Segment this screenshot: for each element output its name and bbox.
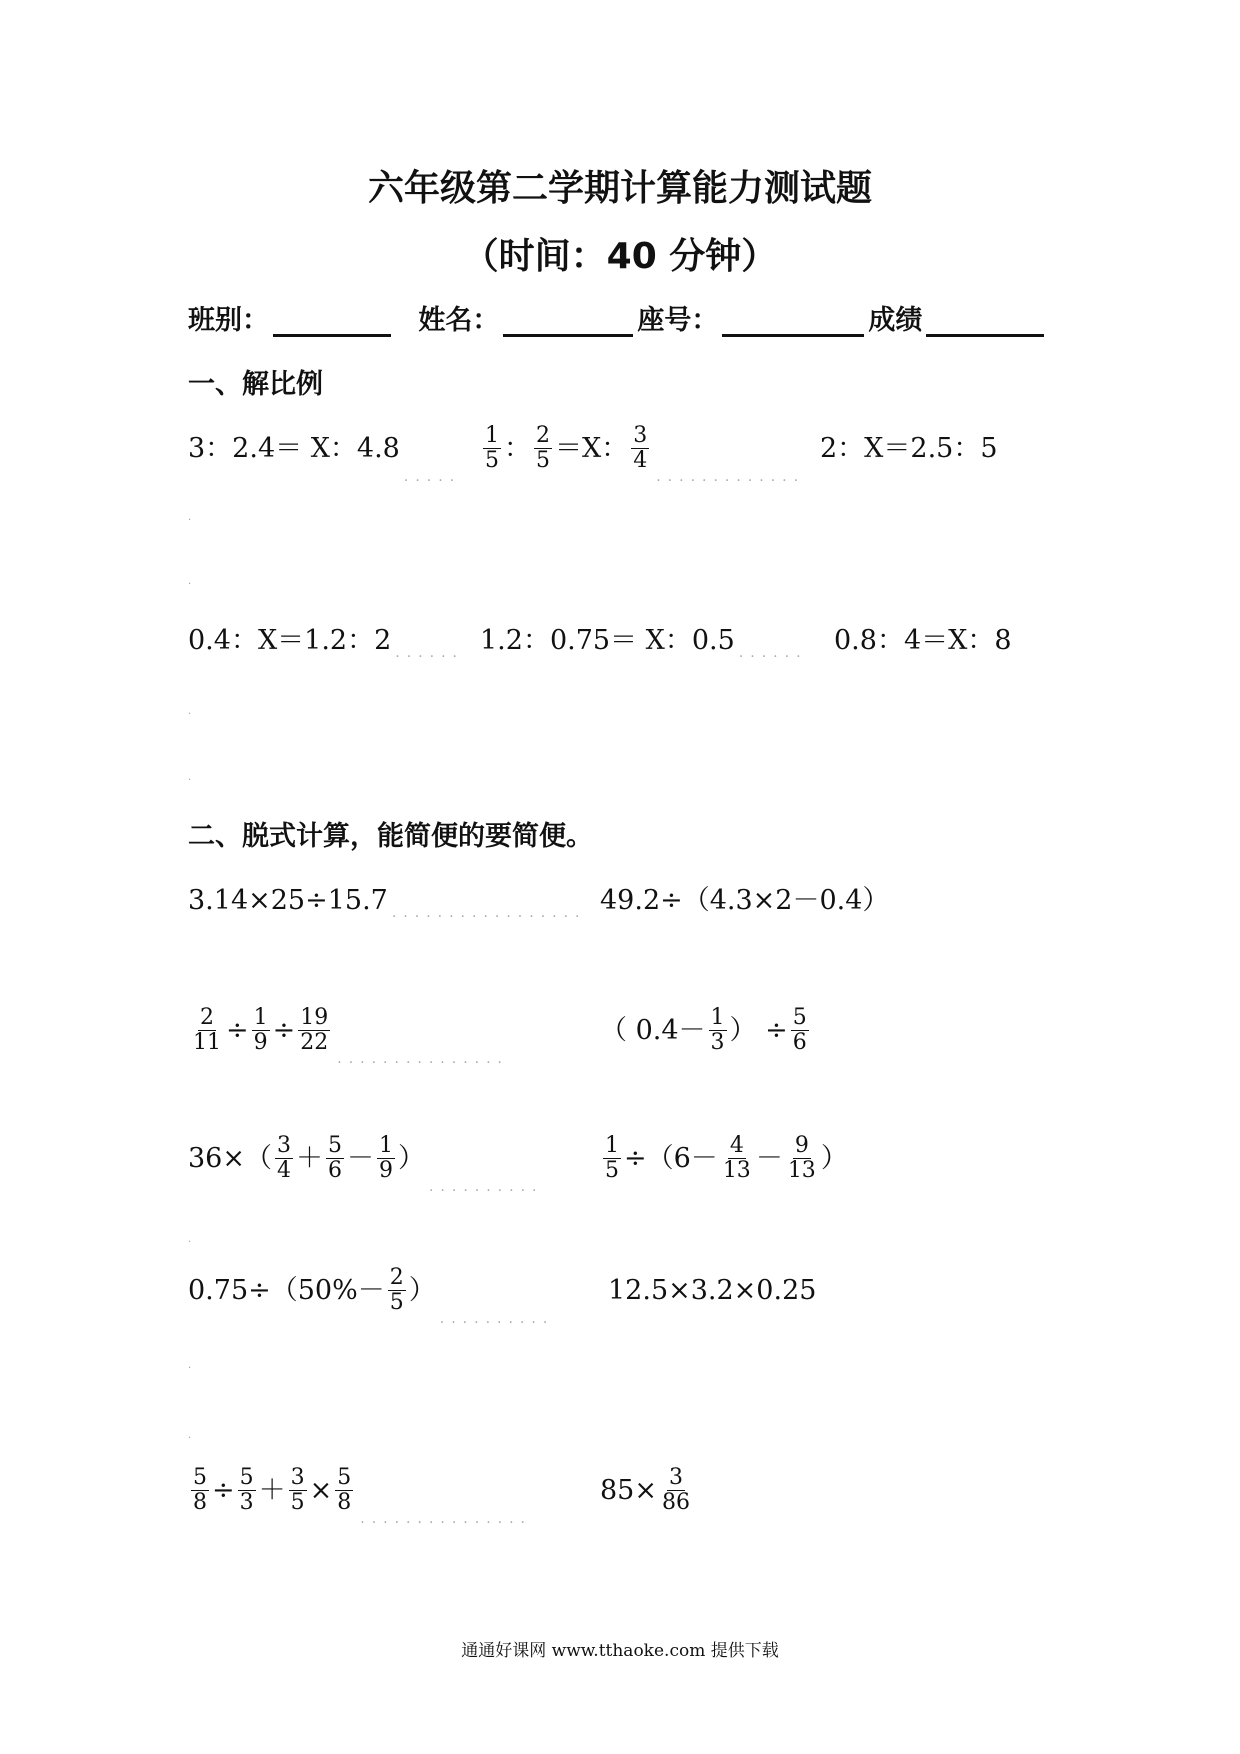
fraction: $\frac{9}{13}$ <box>787 1133 816 1183</box>
problem-text: 12.5×3.2×0.25 <box>608 1274 817 1306</box>
name-field[interactable] <box>503 306 633 337</box>
problem-1-4: 0.4：X＝1.2：2 ...... <box>188 624 464 661</box>
name-label: 姓名： <box>418 305 500 336</box>
fraction: $\frac{2}{5}$ <box>389 1265 404 1315</box>
problem-2-6: $\frac{1}{5}$ ÷（6－ $\frac{4}{13}$ － $\frac{9}{13}$ ） <box>605 1133 848 1183</box>
problem-text: 0.4：X＝1.2：2 <box>188 624 392 656</box>
fraction: $\frac{1}{5}$ <box>605 1133 619 1183</box>
fraction: $\frac{5}{3}$ <box>239 1465 254 1515</box>
fraction: $\frac{19}{22}$ <box>300 1005 329 1055</box>
student-info-row <box>188 298 1048 337</box>
problem-2-4: （ 0.4－ $\frac{1}{3}$ ） ÷ $\frac{5}{6}$ <box>600 1005 807 1055</box>
problem-2-1: 3.14×25÷15.7 ................. <box>188 884 587 921</box>
problem-1-2: $\frac{1}{5}$ ： $\frac{2}{5}$ ＝X： $\frac{3}{4}$ ............. <box>485 423 806 485</box>
problem-2-2 <box>600 880 889 920</box>
problem-text: 1.2：0.75＝ X：0.5 <box>480 624 735 656</box>
problem-text: 3：2.4＝ X：4.8 <box>188 432 400 464</box>
fraction: $\frac{2}{11}$ <box>193 1005 221 1055</box>
fraction: $\frac{3}{4}$ <box>633 423 648 473</box>
fraction: $\frac{2}{5}$ <box>536 423 550 473</box>
score-field[interactable] <box>926 306 1044 337</box>
fraction: $\frac{3}{4}$ <box>276 1133 291 1183</box>
problem-1-6 <box>834 620 1012 660</box>
section-heading-proportions: 一、解比例 <box>188 369 323 400</box>
seat-field[interactable] <box>722 306 864 337</box>
class-label: 班别： <box>188 305 269 336</box>
seat-label: 座号： <box>637 305 719 336</box>
fraction: $\frac{5}{6}$ <box>792 1005 807 1055</box>
fraction: $\frac{1}{3}$ <box>710 1005 725 1055</box>
fraction: $\frac{5}{8}$ <box>337 1465 352 1515</box>
fraction: $\frac{5}{6}$ <box>327 1133 342 1183</box>
problem-2-9: $\frac{5}{8}$ ÷ $\frac{5}{3}$ ＋ $\frac{3}{5}$ × $\frac{5}{8}$ ............... <box>193 1465 533 1527</box>
problem-2-10: 85× $\frac{3}{86}$ <box>600 1465 690 1515</box>
fraction: $\frac{1}{9}$ <box>378 1133 393 1183</box>
problem-1-5: 1.2：0.75＝ X：0.5 ...... <box>480 624 808 661</box>
fraction: $\frac{4}{13}$ <box>722 1133 751 1183</box>
fraction: $\frac{3}{5}$ <box>290 1465 305 1515</box>
fraction: $\frac{1}{9}$ <box>253 1005 268 1055</box>
problem-text: 49.2÷（4.3×2－0.4） <box>600 884 890 916</box>
fraction: $\frac{5}{8}$ <box>193 1465 207 1515</box>
class-field[interactable] <box>273 306 391 337</box>
problem-2-3: $\frac{2}{11}$ ÷ $\frac{1}{9}$ ÷ $\frac{19}{22}$ ............... <box>193 1005 510 1067</box>
problem-2-8 <box>608 1270 816 1310</box>
problem-1-3 <box>820 412 998 484</box>
fraction: $\frac{1}{5}$ <box>485 423 499 473</box>
time-limit: （时间：40 分钟） <box>462 236 778 277</box>
fraction: $\frac{3}{86}$ <box>661 1465 690 1515</box>
section-heading-calculations: 二、脱式计算，能简便的要简便。 <box>188 821 593 852</box>
problem-2-5: 36×（ $\frac{3}{4}$ ＋ $\frac{5}{6}$ － $\frac{1}{9}$ ） .......... <box>188 1133 544 1195</box>
problem-text: 2：X＝2.5：5 <box>820 432 998 464</box>
problem-text: 0.8：4＝X：8 <box>834 624 1012 656</box>
problem-2-7: 0.75÷（50%－ $\frac{2}{5}$ ） .......... <box>188 1265 555 1327</box>
problem-text: 3.14×25÷15.7 <box>188 884 388 916</box>
problem-1-1: 3：2.4＝ X：4.8 ..... <box>188 432 462 485</box>
footer-credit: 通通好课网 www.tthaoke.com 提供下载 <box>461 1641 779 1661</box>
score-label: 成绩 <box>868 305 923 336</box>
page-title: 六年级第二学期计算能力测试题 <box>367 168 872 209</box>
